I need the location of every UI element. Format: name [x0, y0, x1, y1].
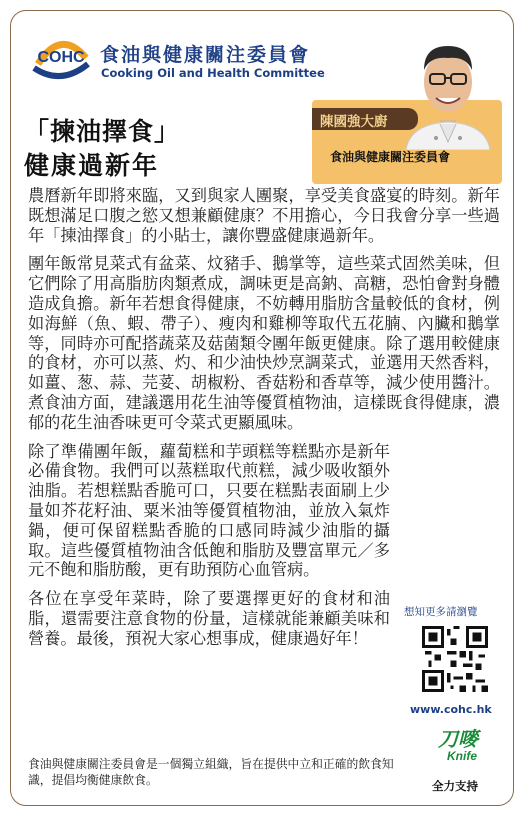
article-title-line2: 健康過新年 — [24, 151, 160, 180]
paragraph-closing: 各位在享受年菜時，除了要選擇更好的食材和油脂，還需要注意食物的份量，這樣就能兼顧美味和營養。最後，預祝大家心想事成，健康過好年！ — [28, 589, 390, 648]
article-body — [28, 186, 500, 658]
paragraph-cakes: 除了準備團年飯，蘿蔔糕和芋頭糕等糕點亦是新年必備食物。我們可以蒸糕取代煎糕，減少吸收額外油脂。若想糕點香脆可口，只要在糕點表面刷上少量如芥花籽油、粟米油等優質植物油，並放入氣炸鍋，便可保留糕點香脆的口感同時減少油脂的攝取。這些優質植物油含低飽和脂肪及豐富單元／多元不飽和脂肪酸，更有助預防心血管病。 — [28, 441, 390, 580]
article-title-line1: 「揀油擇食」 — [24, 117, 181, 146]
chef-portrait — [400, 24, 496, 150]
brand-en: Knife — [447, 749, 477, 763]
paragraph-reunion-dinner: 團年飯常見菜式有盆菜、炆豬手、鵝掌等，這些菜式固然美味，但它們除了用高脂肪肉類煮成，調味更是高鈉、高糖，恐怕會對身體造成負擔。新年若想食得健康，不妨轉用脂肪含量較低的食材，例如海鮮（魚、蝦、帶子）、瘦肉和雞柳等取代五花腩、內臟和鵝掌等，同時亦可配搭蔬菜及菇菌類令團年飯更健康。除了選用較健康的食材，亦可以蒸、灼、和少油快炒烹調菜式，並選用天然香料，如薑、葱、蒜、芫荽、胡椒粉、香菇粉和香草等，減少使用醬汁。煮食油方面，建議選用花生油等優質植物油，這樣既食得健康，濃郁的花生油香味更可令菜式更顯風味。 — [28, 254, 500, 432]
brand-zh: 刀嘜 — [438, 727, 478, 751]
qr-code[interactable] — [422, 626, 488, 692]
website-link[interactable]: www.cohc.hk — [410, 703, 492, 716]
paragraph-intro: 農曆新年即將來臨，又到與家人團聚，享受美食盛宴的時刻。新年既想滿足口腹之慾又想兼顧健康？不用擔心，今日我會分享一些過年「揀油擇食」的小貼士，讓你豐盛健康過新年。 — [28, 186, 500, 245]
chef-org: 食油與健康關注委員會 — [330, 150, 451, 164]
logo-text: COHC — [37, 49, 85, 66]
knife-brand-logo — [428, 724, 488, 764]
org-name-zh: 食油與健康關注委員會 — [100, 44, 311, 66]
org-name-en: Cooking Oil and Health Committee — [101, 66, 325, 80]
cohc-logo — [28, 24, 94, 82]
committee-footnote: 食油與健康關注委員會是一個獨立組織，旨在提供中立和正確的飲食知識，提倡均衡健康飲食。 — [28, 757, 394, 787]
chef-name: 陳國強大廚 — [320, 114, 388, 130]
qr-label: 想知更多請瀏覽 — [404, 606, 478, 618]
support-label: 全力支持 — [432, 779, 478, 793]
